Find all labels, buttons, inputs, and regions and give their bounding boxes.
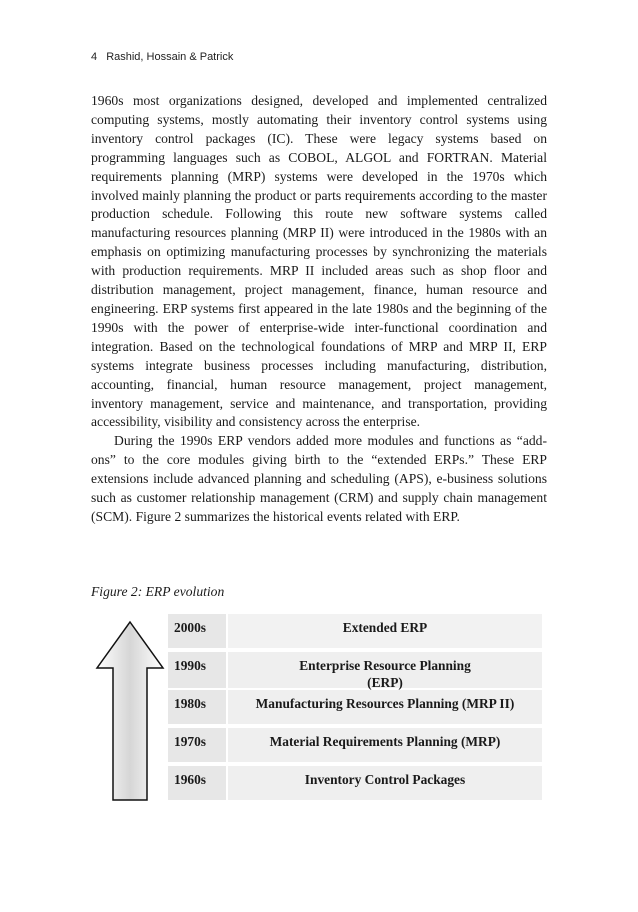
paragraph-2: During the 1990s ERP vendors added more modules and functions as “add-ons” to the core modules giving birth to the “extended ERPs.” These ERP extensions include advanced planning and scheduling (APS), e-business solutions such as customer relationship management (CRM) and supply chain management (SCM). Figure 2 summarizes the historical events related with ERP. xyxy=(91,433,547,524)
system-name: Manufacturing Resources Planning (MRP II) xyxy=(255,696,515,711)
body-text xyxy=(91,92,547,527)
up-arrow-icon xyxy=(95,620,165,802)
decade-cell: 1990s xyxy=(168,652,226,688)
system-name-line2: (ERP) xyxy=(367,675,403,690)
page-number: 4 xyxy=(91,51,98,63)
decade-cell: 1960s xyxy=(168,766,226,800)
system-cell xyxy=(228,614,542,648)
decade-cell: 1970s xyxy=(168,728,226,762)
erp-row-1980s xyxy=(168,690,542,728)
erp-row-1990s xyxy=(168,652,542,690)
system-cell xyxy=(228,766,542,800)
erp-row-1970s xyxy=(168,728,542,766)
erp-evolution-table xyxy=(168,614,542,804)
system-name: Inventory Control Packages xyxy=(304,772,466,787)
paragraph-1: 1960s most organizations designed, developed and implemented centralized computing systems, mostly automating their inventory control systems using inventory control packages (IC). These were legacy systems based on programming languages such as COBOL, ALGOL and FORTRAN. Material requirements planning (MRP) systems were developed in the 1970s which involved mainly planning the product or parts requirements according to the master production schedule. Following this route new software systems called manufacturing resources planning (MRP II) were introduced in the 1980s with an emphasis on optimizing manufacturing processes by synchronizing the materials with production requirements. MRP II included areas such as shop floor and distribution management, project management, finance, human resource and engineering. ERP systems first appeared in the late 1980s and the beginning of the 1990s with the power of enterprise-wide inter-functional coordination and integration. Based on the technological foundations of MRP and MRP II, ERP systems integrate business processes including manufacturing, distribution, accounting, financial, human resource management, project management, inventory management, service and maintenance, and transportation, providing accessibility, visibility and consistency across the enterprise. xyxy=(91,93,547,430)
running-head-authors: Rashid, Hossain & Patrick xyxy=(106,51,234,63)
decade-cell: 1980s xyxy=(168,690,226,724)
erp-row-2000s xyxy=(168,614,542,652)
figure-caption: Figure 2: ERP evolution xyxy=(91,584,225,599)
system-cell xyxy=(228,652,542,688)
running-head xyxy=(91,51,233,63)
system-name: Extended ERP xyxy=(342,620,428,635)
system-cell xyxy=(228,690,542,724)
erp-row-1960s xyxy=(168,766,542,804)
system-cell xyxy=(228,728,542,762)
system-name: Enterprise Resource Planning xyxy=(299,658,471,673)
system-name: Material Requirements Planning (MRP) xyxy=(269,734,501,749)
decade-cell: 2000s xyxy=(168,614,226,648)
